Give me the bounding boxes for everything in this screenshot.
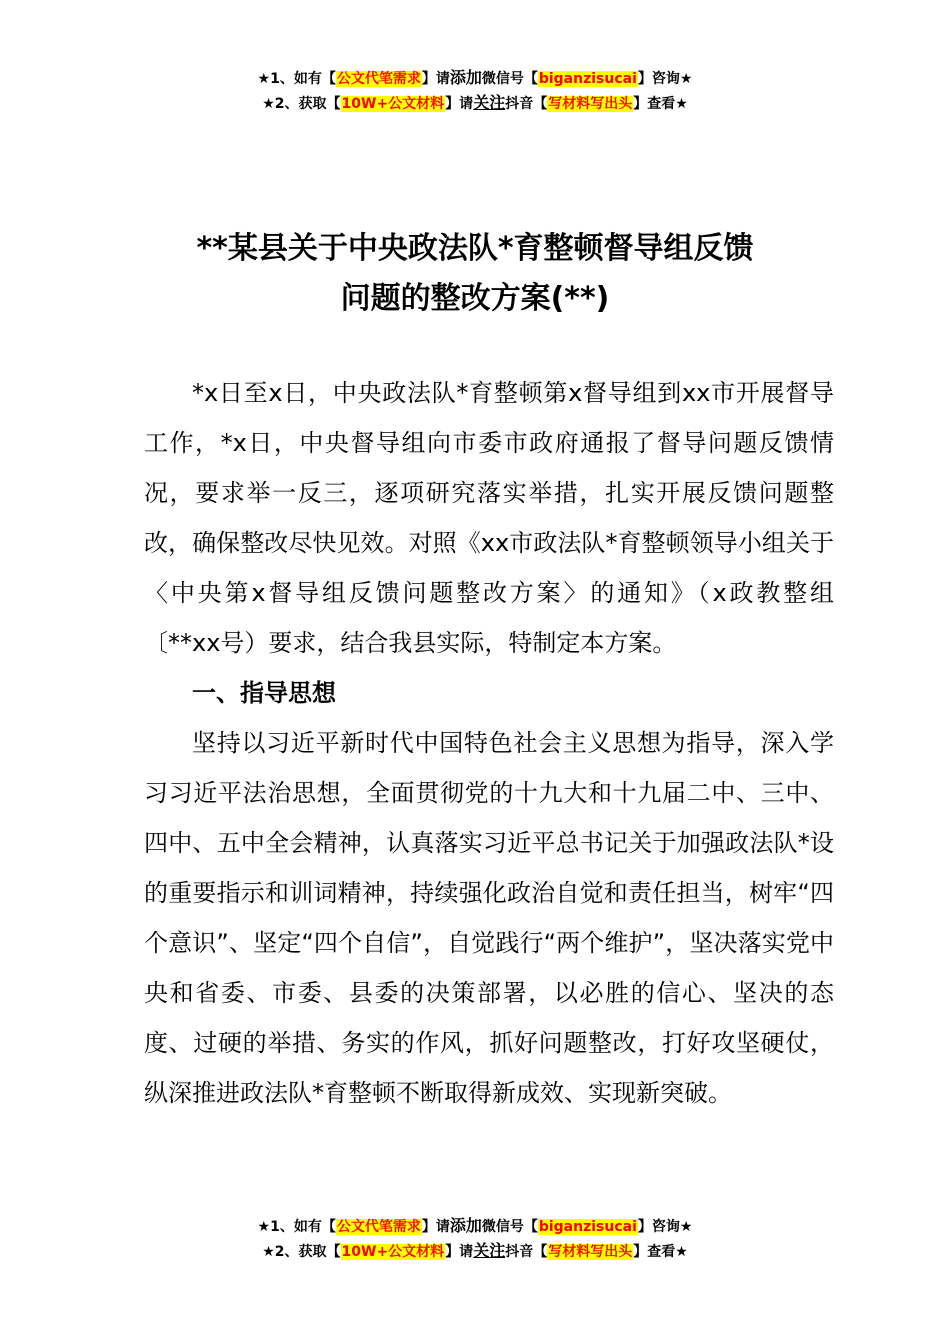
promo-highlight: 公文代笔需求	[336, 1219, 421, 1235]
wechat-id: biganzisucai	[538, 71, 637, 87]
promo-line-1: ★1、如有【公文代笔需求】请添加微信号【biganzisucai】咨询★	[257, 68, 693, 87]
title-line-1: **某县关于中央政法队*育整顿督导组反馈	[196, 231, 754, 266]
promo-highlight: 公文代笔需求	[336, 71, 421, 87]
title-line-2: 问题的整改方案(**)	[340, 281, 610, 316]
document-body	[144, 368, 834, 1118]
douyin-account: 写材料写出头	[548, 1244, 633, 1260]
section-heading: 一、指导思想	[192, 679, 336, 707]
wechat-id: biganzisucai	[538, 1219, 637, 1235]
promo-banner-bottom	[0, 1214, 950, 1264]
promo-highlight: 10W+公文材料	[341, 96, 445, 112]
promo-highlight: 10W+公文材料	[341, 1244, 445, 1260]
section-paragraph: 坚持以习近平新时代中国特色社会主义思想为指导，深入学习习近平法治思想，全面贯彻党的十九大和十九届二中、三中、四中、五中全会精神，认真落实习近平总书记关于加强政法队*设的重要指示和训词精神，持续强化政治自觉和责任担当，树牢“四个意识”、坚定“四个自信”，自觉践行“两个维护”，坚决落实党中央和省委、市委、县委的决策部署，以必胜的信心、坚决的态度、过硬的举措、务实的作风，抓好问题整改，打好攻坚硬仗，纵深推进政法队*育整顿不断取得新成效、实现新突破。	[144, 729, 834, 1107]
promo-line-1: ★1、如有【公文代笔需求】请添加微信号【biganzisucai】咨询★	[257, 1216, 693, 1235]
douyin-account: 写材料写出头	[548, 96, 633, 112]
promo-banner-top	[0, 66, 950, 116]
promo-line-2: ★2、获取【10W+公文材料】请关注抖音【写材料写出头】查看★	[262, 93, 688, 112]
document-title	[0, 224, 950, 324]
intro-paragraph: *x日至x日，中央政法队*育整顿第x督导组到xx市开展督导工作，*x日，中央督导组向市委市政府通报了督导问题反馈情况，要求举一反三，逐项研究落实举措，扎实开展反馈问题整改，确保整改尽快见效。对照《xx市政法队*育整顿领导小组关于〈中央第x督导组反馈问题整改方案〉的通知》（x政教整组〔**xx号）要求，结合我县实际，特制定本方案。	[144, 379, 834, 657]
promo-line-2: ★2、获取【10W+公文材料】请关注抖音【写材料写出头】查看★	[262, 1241, 688, 1260]
